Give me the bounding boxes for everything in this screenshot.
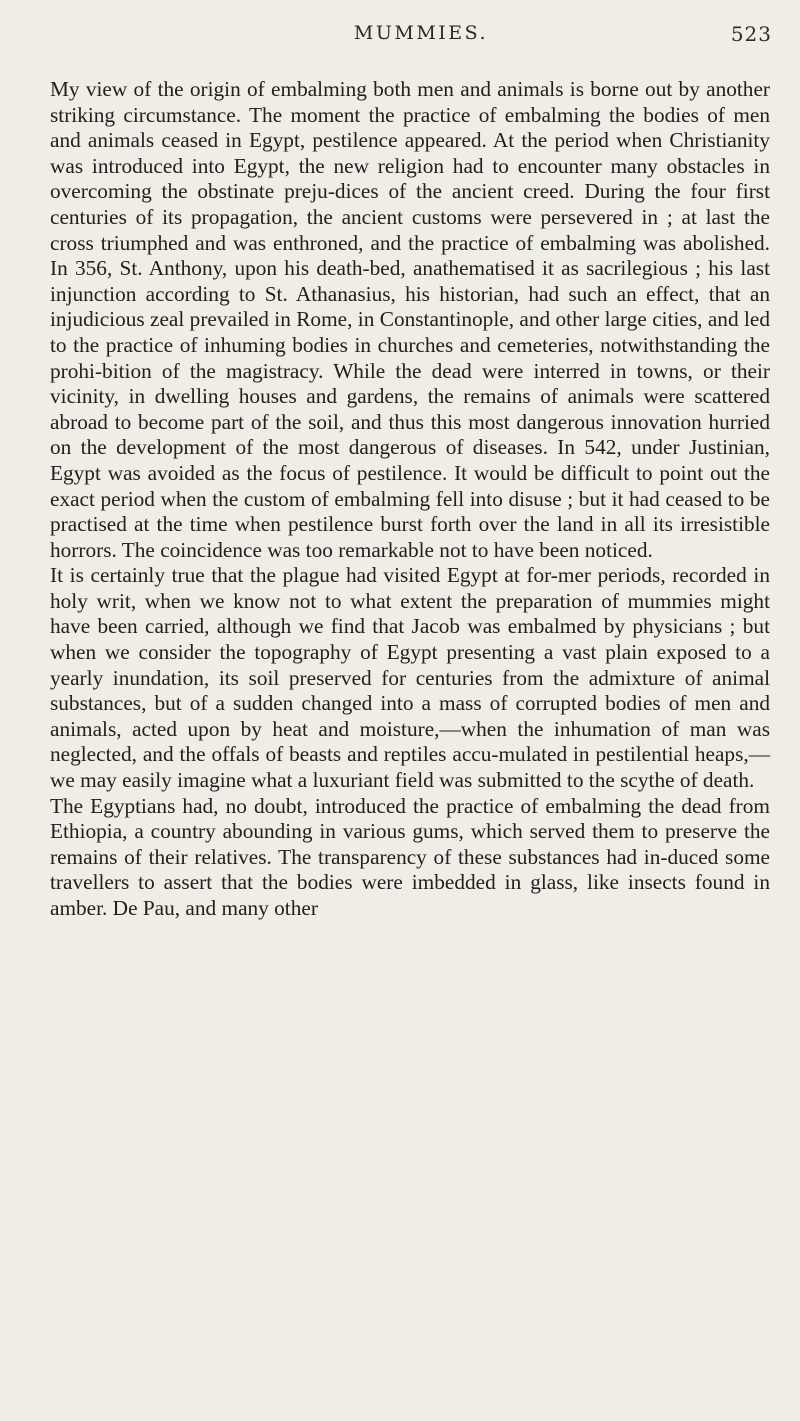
paragraph-3: The Egyptians had, no doubt, introduced the practice of embalming the dead from Ethiopia, a country abounding in various gums, which served them to preserve the remains of their relatives. The transparency of these substances had in-duced some travellers to assert that the bodies were imbedded in glass, like insects found in amber. De Pau, and many other [50,793,770,920]
page-header [50,22,772,52]
running-title: MUMMIES. [353,22,489,44]
body-text [50,77,770,922]
paragraph-2: It is certainly true that the plague had visited Egypt at for-mer periods, recorded in holy writ, when we know not to what extent the preparation of mummies might have been carried, although we find that Jacob was embalmed by physicians ; but when we consider the topography of Egypt presenting a vast plain exposed to a yearly inundation, its soil preserved for centuries from the admixture of animal substances, but of a sudden changed into a mass of corrupted bodies of men and animals, acted upon by heat and moisture,—when the inhumation of man was neglected, and the offals of beasts and reptiles accu-mulated in pestilential heaps,—we may easily imagine what a luxuriant field was submitted to the scythe of death. [50,563,770,793]
page-number: 523 [730,22,772,46]
paragraph-1: My view of the origin of embalming both men and animals is borne out by another striking circumstance. The moment the practice of embalming the bodies of men and animals ceased in Egypt, pestilence appeared. At the period when Christianity was introduced into Egypt, the new religion had to encounter many obstacles in overcoming the obstinate preju-dices of the ancient creed. During the four first centuries of its propagation, the ancient customs were persevered in ; at last the cross triumphed and was enthroned, and the practice of embalming was abolished. In 356, St. Anthony, upon his death-bed, anathematised it as sacrilegious ; his last injunction according to St. Athanasius, his historian, had such an effect, that an injudicious zeal prevailed in Rome, in Constantinople, and other large cities, and led to the practice of inhuming bodies in churches and cemeteries, notwithstanding the prohi-bition of the magistracy. While the dead were interred in towns, or their vicinity, in dwelling houses and gardens, the remains of animals were scattered abroad to become part of the soil, and thus this most dangerous innovation hurried on the development of the most dangerous of diseases. In 542, under Justinian, Egypt was avoided as the focus of pestilence. It would be difficult to point out the exact period when the custom of embalming fell into disuse ; but it had ceased to be practised at the time when pestilence burst forth over the land in all its irresistible horrors. The coincidence was too remarkable not to have been noticed. [50,77,770,562]
